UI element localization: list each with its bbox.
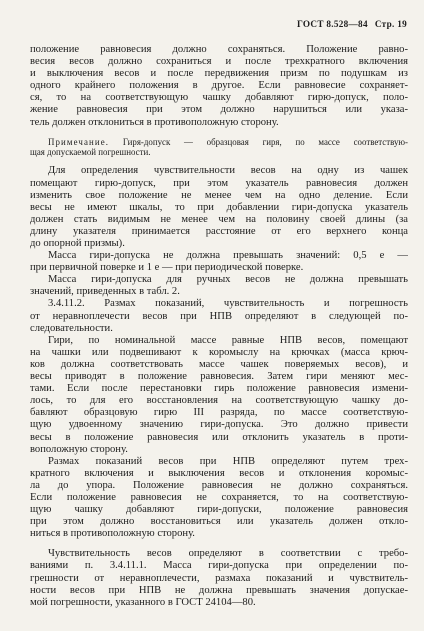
paragraph-weights-procedure <box>30 335 408 456</box>
text-line: должен стать видимым не менее чем на половину своей длины (за <box>30 213 408 225</box>
text-line: бавляют образцовую гирю III разряда, по массе соответствую- <box>30 407 408 419</box>
text-line: ности весов при НПВ не должна превышать значения допускае- <box>30 584 408 596</box>
text-line: Масса гири-допуска не должна превышать значений: 0,5 e — <box>48 250 408 262</box>
page-header <box>297 19 407 29</box>
paragraph-manual-scales <box>30 274 408 298</box>
text-line: жение равновесия при этом должно нарушиться или указа- <box>30 104 408 116</box>
text-line: ков должна соответствовать массе чашек поверяемых весов), и <box>30 358 408 370</box>
text-line: на чашки или подвешивают к коромыслу на крючках (масса крюч- <box>30 346 408 358</box>
paragraph-range <box>30 456 408 541</box>
text-line: грешности от неравноплечести, размаха показаний и чувствитель- <box>30 572 408 584</box>
text-line: ваниями п. 3.4.11.1. Масса гири-допуска при определении по- <box>30 560 408 572</box>
text-line: при первичной поверке и 1 e — при периодической поверке. <box>30 262 304 274</box>
text-line: тель должен отклониться в противоположную сторону. <box>30 116 279 128</box>
text-line: щую чашку добавляют гири-допуски, положение равновесия <box>30 504 408 516</box>
note-line: щая допускаемой погрешности. <box>30 147 151 158</box>
text-line: 3.4.11.2. Размах показаний, чувствительность и погрешность <box>48 298 408 310</box>
text-line: и выключения весов и после передвижения призм по подушкам из <box>30 68 408 80</box>
paragraph-tolerance-mass <box>30 250 408 274</box>
paragraph-sensitivity <box>30 165 408 250</box>
text-line: Если положение равновесия не сохраняется, то на соответствую- <box>30 491 408 503</box>
paragraph-3-4-11-2 <box>30 298 408 334</box>
text-line: Размах показаний весов при НПВ определяют путем трех- <box>48 455 408 467</box>
standard-code: ГОСТ 8.528—84 <box>296 19 368 29</box>
text-line: весы в положение равновесия или отклонить указатель в проти- <box>30 431 408 443</box>
document-body <box>30 44 408 609</box>
note-label: Примечание. <box>48 136 110 147</box>
text-line: одного крайнего положения в другое. Если равновесие сохраняет- <box>30 80 408 92</box>
text-line: длину указателя принимается расстояние от его верхнего конца <box>30 225 408 237</box>
paragraph-sensitivity-requirements <box>30 548 408 608</box>
text-line: изменить свое положение не менее чем на одно деление. Если <box>30 189 408 201</box>
text-line: весия весов должно сохраниться и после трехкратного включения <box>30 56 408 68</box>
note <box>30 137 408 158</box>
text-line: Для определения чувствительности весов на одну из чашек <box>48 165 408 177</box>
text-line: ниться в противоположную сторону. <box>30 528 195 540</box>
page-label: Стр. <box>374 19 395 29</box>
text-line: Чувствительность весов определяют в соответствии с требо- <box>48 548 408 560</box>
note-text: Гиря-допуск — образцовая гиря, по массе соответствую- <box>109 136 408 147</box>
text-line: положение равновесия должно сохраняться. Положение равно- <box>30 44 408 55</box>
text-line: следовательности. <box>30 322 113 334</box>
paragraph-equilibrium <box>30 44 408 129</box>
text-line: до опорной призмы). <box>30 238 125 249</box>
text-line: Гири, по номинальной массе равные НПВ весов, помещают <box>48 334 408 346</box>
text-line: тами. Если после перестановки гирь положение равновесия измени- <box>30 383 408 395</box>
text-line: помещают гирю-допуск, при этом указатель равновесия должен <box>30 177 408 189</box>
text-line: ла до упора. Положение равновесия не должно сохраняться. <box>30 479 408 491</box>
text-line: мой погрешности, указанного в ГОСТ 24104—80. <box>30 596 256 608</box>
text-line: воположную сторону. <box>30 443 128 455</box>
text-line: от неравноплечести весов при НПВ определяют в следующей по- <box>30 310 408 322</box>
page-number: 19 <box>397 19 407 29</box>
note-line <box>30 137 408 147</box>
text-line: лось, то для его восстановления на соответствующую чашку до- <box>30 395 408 407</box>
text-line: ся, то на соответствующую чашку добавляют гирю-допуск, поло- <box>30 92 408 104</box>
text-line: весы приводят в положение равновесия. Затем гири меняют мес- <box>30 371 408 383</box>
text-line: значений, приведенных в табл. 2. <box>30 286 180 298</box>
text-line: Масса гири-допуска для ручных весов не должна превышать <box>48 274 408 286</box>
text-line: весы не имеют шкалы, то при добавлении гири-допуска указатель <box>30 201 408 213</box>
text-line: при этом должно восстановиться или указатель должен откло- <box>30 516 408 528</box>
text-line: щую удвоенному значению гири-допуска. Это должно привести <box>30 419 408 431</box>
text-line: кратного включения и выключения весов и отклонения коромыс- <box>30 467 408 479</box>
